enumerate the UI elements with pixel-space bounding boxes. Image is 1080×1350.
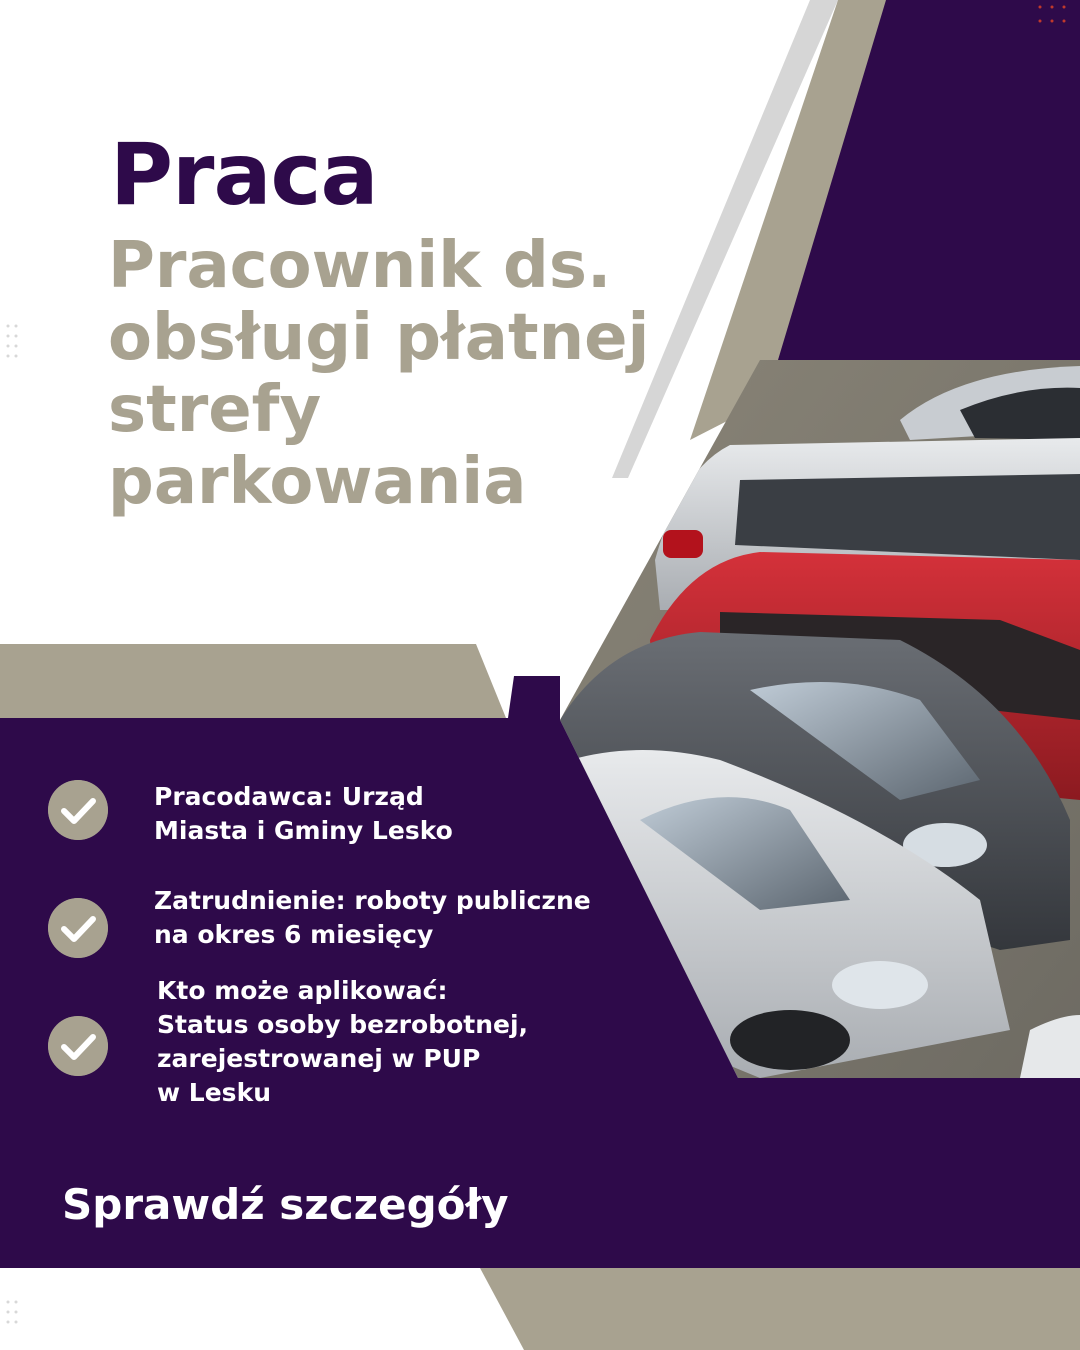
- job-title-line: Pracownik ds.: [108, 229, 612, 303]
- benefit-line: Miasta i Gminy Lesko: [154, 816, 453, 845]
- benefit-line: Zatrudnienie: roboty publiczne: [154, 886, 591, 915]
- dots-decoration-left: [7, 325, 18, 358]
- benefit-line: zarejestrowanej w PUP: [157, 1044, 481, 1073]
- benefit-line: na okres 6 miesięcy: [154, 920, 434, 949]
- dots-decoration-bottom: [7, 1301, 18, 1324]
- middle-taupe-band: [0, 644, 506, 718]
- benefit-line: Status osoby bezrobotnej,: [157, 1010, 529, 1039]
- benefit-employment: [48, 886, 591, 958]
- benefit-line: w Lesku: [157, 1078, 271, 1107]
- check-details-link[interactable]: Sprawdź szczegóły: [62, 1180, 509, 1229]
- benefit-line: Pracodawca: Urząd: [154, 782, 424, 811]
- job-title-line: strefy: [108, 373, 322, 447]
- job-title-line: parkowania: [108, 445, 527, 519]
- job-title-line: obsługi płatnej: [108, 301, 650, 375]
- benefit-text: [157, 974, 528, 1110]
- benefit-eligibility: [48, 976, 529, 1107]
- benefit-line: Kto może aplikować:: [157, 976, 448, 1005]
- check-icon: [48, 780, 108, 840]
- page-title: Praca: [110, 125, 378, 225]
- benefit-text: [154, 884, 591, 952]
- check-icon: [48, 1016, 108, 1076]
- bottom-taupe-band: [480, 1268, 1080, 1350]
- benefit-text: [154, 780, 453, 848]
- job-title: [108, 230, 748, 518]
- check-icon: [48, 898, 108, 958]
- benefit-employer: [48, 780, 453, 845]
